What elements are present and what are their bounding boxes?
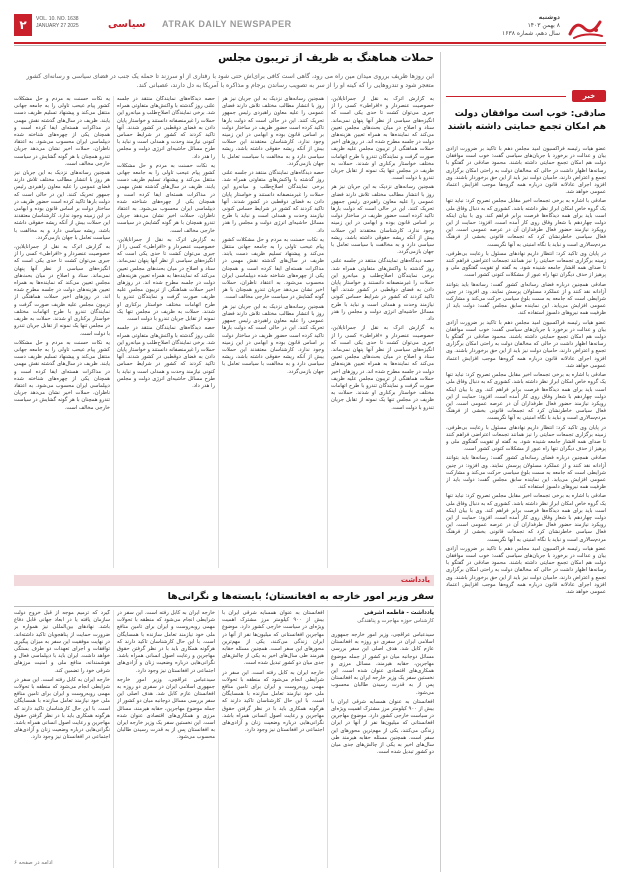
memo-column-1: سیدعباس عراقچی، وزیر امور خارجه جمهوری اسلامی ایران در سفری دو روزه به افغانستان عازم کابل شد. هدف اصلی این سفر بررسی مسائل دوجانبه میان دو کشور از جمله موضوع مهاجرین، حقابه هیرمند، مسائل مرزی و همکاری‌های اقتصادی عنوان شده است. این نخستین سفر یک وزیر خارجه ایران به افغانستان پس از به قدرت رسیدن طالبان محسوب می‌شود. افغانستان به عنوان همسایه شرقی ایران با بیش از ۹۰۰ کیلومتر مرز مشترک اهمیت ویژه‌ای در سیاست خارجی کشور دارد. موضوع مهاجرین افغانستانی که میلیون‌ها نفر از آنها در ایران زندگی می‌کنند، یکی از مهم‌ترین محورهای این سفر است. همچنین مسئله حقابه هیرمند طی سال‌های اخیر به یکی از چالش‌های جدی میان دو کشور تبدیل شده است. <box>331 632 434 756</box>
memo-column-2: افغانستان به عنوان همسایه شرقی ایران با بیش از ۹۰۰ کیلومتر مرز مشترک اهمیت ویژه‌ای در سیاست خارجی کشور دارد. موضوع مهاجرین افغانستانی که میلیون‌ها نفر از آنها در ایران زندگی می‌کنند، یکی از مهم‌ترین محورهای این سفر است. همچنین مسئله حقابه هیرمند طی سال‌های اخیر به یکی از چالش‌های جدی میان دو کشور تبدیل شده است. خارجه ایران به کابل رفته است. این سفر در شرایطی انجام می‌شود که منطقه با تحولات مهمی روبه‌روست و ایران برای تامین منافع ملی خود نیازمند تعامل سازنده با همسایگان است. با این حال کارشناسان تاکید دارند که هرگونه همکاری باید با در نظر گرفتن حقوق مهاجرین و رعایت اصول انسانی همراه باشد. نگرانی‌هایی درباره وضعیت زنان و آزادی‌های اجتماعی در افغانستان نیز وجود دارد. <box>222 610 324 734</box>
column-divider <box>218 96 219 568</box>
lead-column-1: به گزارش اترک به نقل از جمرانایلاین، خصوصیت عنصردار و «افراطی» کسی را از جبری می‌توان کشت تا حدی یکی است که انگیزه‌های سیاسی از نظر آنها پنهان نمی‌ماند. سناد و اصلاح در میان بحث‌های مجلس تعیین می‌کند که نماینده‌ها به همراه تعیین هزینه‌های دولت در جلسه مطرح شده اند. در روزهای اخیر حملات هماهنگی از تریبون مجلس علیه ظریف صورت گرفت و نمایندگان تندرو با طرح اتهامات مختلف خواستار برکناری او شدند. حملات به ظریف در مجلس تنها یک نمونه از تقابل جریان تندرو با دولت است. همچنین رسانه‌های نزدیک به این جریان نیز هر روز با انتشار مطالب مختلف تلاش دارند فضای عمومی را علیه معاون راهبردی رئیس جمهور تحریک کنند. این در حالی است که دولت بارها تاکید کرده است حضور ظریف در ساختار دولت بر اساس قانون بوده و ابهامی در این زمینه وجود ندارد. کارشناسان معتقدند این حملات بیش از آنکه ریشه حقوقی داشته باشد، ریشه سیاسی دارد و به مخالفت با سیاست تعامل با جهان بازمی‌گردد. حصه دیدگاه‌های نمایندگان منتقد در جلسه علنی روز گذشته با واکنش‌های متفاوتی همراه شد. برخی نمایندگان اصلاح‌طلب و میانه‌رو این حملات را غیرمنصفانه دانستند و خواستار پایان دادن به فضای دوقطبی در کشور شدند. آنها تاکید کردند که کشور در شرایط حساس کنونی نیازمند وحدت و همدلی است و نباید با طرح مسائل حاشیه‌ای انرژی دولت و مجلس را هدر داد. به گزارش اترک به نقل از جمرانایلاین، خصوصیت عنصردار و «افراطی» کسی را از جبری می‌توان کشت تا حدی یکی است که انگیزه‌های سیاسی از نظر آنها پنهان نمی‌ماند. سناد و اصلاح در میان بحث‌های مجلس تعیین می‌کند که نماینده‌ها به همراه تعیین هزینه‌های دولت در جلسه مطرح شده اند. در روزهای اخیر حملات هماهنگی از تریبون مجلس علیه ظریف صورت گرفت و نمایندگان تندرو با طرح اتهامات مختلف خواستار برکناری او شدند. حملات به ظریف در مجلس تنها یک نمونه از تقابل جریان تندرو با دولت است. <box>331 96 434 411</box>
section-name: سیاسی <box>108 19 146 30</box>
memo-byline <box>331 610 434 624</box>
continued-note: ادامه در صفحه ۶ <box>14 860 53 866</box>
side-headline: صادقی: خوب است موافقان دولت هم امکان تجمع حمایتی داشته باشند <box>447 109 606 132</box>
memo-section-bar <box>14 575 434 586</box>
memo-section-label: یادداشت <box>400 576 430 584</box>
header-rule <box>14 42 606 44</box>
lead-column-4: یه نکات حسنت به مردم و حل مشکلات کشور پیام عیحب تاولی را به جامعه جهانی منتقل می‌کند و پیشنهاد تسلیم ظریف دست یابند. ظریف در سال‌های گذشته نقش مهمی در مذاکرات هسته‌ای ایفا کرده است و همچنان یکی از چهره‌های شناخته شده دیپلماسی ایران محسوب می‌شود. به اعتقاد ناظران، حملات اخیر نشان می‌دهد جریان تندرو همچنان با هر گونه گشایش در سیاست خارجی مخالف است. همچنین رسانه‌های نزدیک به این جریان نیز هر روز با انتشار مطالب مختلف تلاش دارند فضای عمومی را علیه معاون راهبردی رئیس جمهور تحریک کنند. این در حالی است که دولت بارها تاکید کرده است حضور ظریف در ساختار دولت بر اساس قانون بوده و ابهامی در این زمینه وجود ندارد. کارشناسان معتقدند این حملات بیش از آنکه ریشه حقوقی داشته باشد، ریشه سیاسی دارد و به مخالفت با سیاست تعامل با جهان بازمی‌گردد. به گزارش اترک به نقل از جمرانایلاین، خصوصیت عنصردار و «افراطی» کسی را از جبری می‌توان کشت تا حدی یکی است که انگیزه‌های سیاسی از نظر آنها پنهان نمی‌ماند. سناد و اصلاح در میان بحث‌های مجلس تعیین می‌کند که نماینده‌ها به همراه تعیین هزینه‌های دولت در جلسه مطرح شده اند. در روزهای اخیر حملات هماهنگی از تریبون مجلس علیه ظریف صورت گرفت و نمایندگان تندرو با طرح اتهامات مختلف خواستار برکناری او شدند. حملات به ظریف در مجلس تنها یک نمونه از تقابل جریان تندرو با دولت است. یه نکات حسنت به مردم و حل مشکلات کشور پیام عیحب تاولی را به جامعه جهانی منتقل می‌کند و پیشنهاد تسلیم ظریف دست یابند. ظریف در سال‌های گذشته نقش مهمی در مذاکرات هسته‌ای ایفا کرده است و همچنان یکی از چهره‌های شناخته شده دیپلماسی ایران محسوب می‌شود. به اعتقاد ناظران، حملات اخیر نشان می‌دهد جریان تندرو همچنان با هر گونه گشایش در سیاست خارجی مخالف است. <box>14 96 110 411</box>
lead-column-2: همچنین رسانه‌های نزدیک به این جریان نیز هر روز با انتشار مطالب مختلف تلاش دارند فضای عمومی را علیه معاون راهبردی رئیس جمهور تحریک کنند. این در حالی است که دولت بارها تاکید کرده است حضور ظریف در ساختار دولت بر اساس قانون بوده و ابهامی در این زمینه وجود ندارد. کارشناسان معتقدند این حملات بیش از آنکه ریشه حقوقی داشته باشد، ریشه سیاسی دارد و به مخالفت با سیاست تعامل با جهان بازمی‌گردد. حصه دیدگاه‌های نمایندگان منتقد در جلسه علنی روز گذشته با واکنش‌های متفاوتی همراه شد. برخی نمایندگان اصلاح‌طلب و میانه‌رو این حملات را غیرمنصفانه دانستند و خواستار پایان دادن به فضای دوقطبی در کشور شدند. آنها تاکید کردند که کشور در شرایط حساس کنونی نیازمند وحدت و همدلی است و نباید با طرح مسائل حاشیه‌ای انرژی دولت و مجلس را هدر داد. یه نکات حسنت به مردم و حل مشکلات کشور پیام عیحب تاولی را به جامعه جهانی منتقل می‌کند و پیشنهاد تسلیم ظریف دست یابند. ظریف در سال‌های گذشته نقش مهمی در مذاکرات هسته‌ای ایفا کرده است و همچنان یکی از چهره‌های شناخته شده دیپلماسی ایران محسوب می‌شود. به اعتقاد ناظران، حملات اخیر نشان می‌دهد جریان تندرو همچنان با هر گونه گشایش در سیاست خارجی مخالف است. همچنین رسانه‌های نزدیک به این جریان نیز هر روز با انتشار مطالب مختلف تلاش دارند فضای عمومی را علیه معاون راهبردی رئیس جمهور تحریک کنند. این در حالی است که دولت بارها تاکید کرده است حضور ظریف در ساختار دولت بر اساس قانون بوده و ابهامی در این زمینه وجود ندارد. کارشناسان معتقدند این حملات بیش از آنکه ریشه حقوقی داشته باشد، ریشه سیاسی دارد و به مخالفت با سیاست تعامل با جهان بازمی‌گردد. <box>222 96 324 375</box>
memo-column-3: خارجه ایران به کابل رفته است. این سفر در شرایطی انجام می‌شود که منطقه با تحولات مهمی روبه‌روست و ایران برای تامین منافع ملی خود نیازمند تعامل سازنده با همسایگان است. با این حال کارشناسان تاکید دارند که هرگونه همکاری باید با در نظر گرفتن حقوق مهاجرین و رعایت اصول انسانی همراه باشد. نگرانی‌هایی درباره وضعیت زنان و آزادی‌های اجتماعی در افغانستان نیز وجود دارد. سیدعباس عراقچی، وزیر امور خارجه جمهوری اسلامی ایران در سفری دو روزه به افغانستان عازم کابل شد. هدف اصلی این سفر بررسی مسائل دوجانبه میان دو کشور از جمله موضوع مهاجرین، حقابه هیرمند، مسائل مرزی و همکاری‌های اقتصادی عنوان شده است. این نخستین سفر یک وزیر خارجه ایران به افغانستان پس از به قدرت رسیدن طالبان محسوب می‌شود. <box>117 610 215 741</box>
header-rule-thin <box>14 45 606 46</box>
memo-author: یادداشت - فاطمه اشرفی <box>364 610 434 616</box>
date-block: دوشنبه ۸ بهمن ۱۴۰۳ سال دهم، شماره ۱۶۳۸ <box>502 14 560 37</box>
column-divider <box>113 96 114 568</box>
kicker-rule <box>446 96 566 97</box>
memo-column-4: گیرد که ترمیم موجه از قبل خروج دولت سازمان یافته یا در ابعاد جهانی قابل دفاع باشد. نهادهای بین‌المللی نیز همواره بر ضرورت حمایت از پناهجویان تاکید داشته‌اند. در نهایت موفقیت این سفر به میزان پیگیری توافقات و اجرای تعهدات دو طرف بستگی خواهد داشت. ایران باید با دیپلماسی فعال و هوشمندانه، منافع ملی و امنیت مرزهای شرقی خود را تضمین کند. خارجه ایران به کابل رفته است. این سفر در شرایطی انجام می‌شود که منطقه با تحولات مهمی روبه‌روست و ایران برای تامین منافع ملی خود نیازمند تعامل سازنده با همسایگان است. با این حال کارشناسان تاکید دارند که هرگونه همکاری باید با در نظر گرفتن حقوق مهاجرین و رعایت اصول انسانی همراه باشد. نگرانی‌هایی درباره وضعیت زنان و آزادی‌های اجتماعی در افغانستان نیز وجود دارد. <box>14 610 110 741</box>
column-divider <box>218 610 219 868</box>
lead-headline: حملات هماهنگ به ظریف از تریبون مجلس <box>218 52 434 64</box>
column-divider <box>327 96 328 568</box>
column-divider <box>327 610 328 868</box>
memo-author-title: کارشناس حوزه مهاجرت و پناهندگی <box>357 618 434 624</box>
main-divider <box>440 52 441 872</box>
news-kicker-badge: خبر <box>572 90 606 102</box>
memo-rule <box>14 606 434 607</box>
newspaper-logo-icon <box>566 14 606 42</box>
volume-info: VOL. 10. NO. 1638 JANUARY 27 2025 <box>36 16 79 29</box>
daily-name: ATRAK DAILY NEWSPAPER <box>162 19 292 29</box>
masthead <box>14 14 606 42</box>
memo-headline: سفر وزیر امور خارجه به افغانستان؛ بایسته‌ها و نگرانی‌ها <box>167 591 434 602</box>
column-divider <box>113 610 114 868</box>
lead-lede: این روزها ظریف برروی میدان مین راه می رود، گاهی است کافی برای‌اش حتی شود با رفتاری از او سرزند تا حمله یک جنب در فضای سیاسی و رسانه‌ای کشور متعجر شود و تندروهایی را که کینه او را از سر به تصویب رساندن برجام و مذاکره با آمریکا به دل دارند، عصبانی کند. <box>26 73 434 89</box>
lead-column-3: حصه دیدگاه‌های نمایندگان منتقد در جلسه علنی روز گذشته با واکنش‌های متفاوتی همراه شد. برخی نمایندگان اصلاح‌طلب و میانه‌رو این حملات را غیرمنصفانه دانستند و خواستار پایان دادن به فضای دوقطبی در کشور شدند. آنها تاکید کردند که کشور در شرایط حساس کنونی نیازمند وحدت و همدلی است و نباید با طرح مسائل حاشیه‌ای انرژی دولت و مجلس را هدر داد. یه نکات حسنت به مردم و حل مشکلات کشور پیام عیحب تاولی را به جامعه جهانی منتقل می‌کند و پیشنهاد تسلیم ظریف دست یابند. ظریف در سال‌های گذشته نقش مهمی در مذاکرات هسته‌ای ایفا کرده است و همچنان یکی از چهره‌های شناخته شده دیپلماسی ایران محسوب می‌شود. به اعتقاد ناظران، حملات اخیر نشان می‌دهد جریان تندرو همچنان با هر گونه گشایش در سیاست خارجی مخالف است. به گزارش اترک به نقل از جمرانایلاین، خصوصیت عنصردار و «افراطی» کسی را از جبری می‌توان کشت تا حدی یکی است که انگیزه‌های سیاسی از نظر آنها پنهان نمی‌ماند. سناد و اصلاح در میان بحث‌های مجلس تعیین می‌کند که نماینده‌ها به همراه تعیین هزینه‌های دولت در جلسه مطرح شده اند. در روزهای اخیر حملات هماهنگی از تریبون مجلس علیه ظریف صورت گرفت و نمایندگان تندرو با طرح اتهامات مختلف خواستار برکناری او شدند. حملات به ظریف در مجلس تنها یک نمونه از تقابل جریان تندرو با دولت است. حصه دیدگاه‌های نمایندگان منتقد در جلسه علنی روز گذشته با واکنش‌های متفاوتی همراه شد. برخی نمایندگان اصلاح‌طلب و میانه‌رو این حملات را غیرمنصفانه دانستند و خواستار پایان دادن به فضای دوقطبی در کشور شدند. آنها تاکید کردند که کشور در شرایط حساس کنونی نیازمند وحدت و همدلی است و نباید با طرح مسائل حاشیه‌ای انرژی دولت و مجلس را هدر داد. <box>117 96 215 389</box>
side-article-body: عضو هیات رئیسه فراکسیون امید مجلس دهم با تاکید بر ضرورت آزادی بیان و عدالت در برخورد با جریان‌های سیاسی گفت: خوب است موافقان دولت هم امکان تجمع حمایتی داشته باشند. محمود صادقی در گفتگو با رسانه‌ها اظهار داشت در حالی که مخالفان دولت به راحتی امکان برگزاری تجمع و اعتراض دارند، حامیان دولت نیز باید از این حق برخوردار باشند. وی افزود اجرای عادلانه قانون درباره همه گروه‌ها موجب افزایش اعتماد عمومی خواهد شد. صادقی با اشاره به برخی تجمعات اخیر مقابل مجلس تصریح کرد: نباید تنها یک گروه خاص امکان ابراز نظر داشته باشد. کشوری که به دنبال وفاق ملی است باید برای همه دیدگاه‌ها فرصت برابر فراهم کند. وی با بیان اینکه دولت چهاردهم با شعار وفاق روی کار آمده است، افزود: حمایت از این رویکرد نیازمند حضور فعال طرفداران آن در عرصه عمومی است. این فعال سیاسی خاطرنشان کرد که تجمعات قانونی بخشی از فرهنگ مردم‌سالاری است و نباید با نگاه امنیتی به آنها نگریست. در پایان وی تاکید کرد: انتظار داریم نهادهای مسئول با رعایت بی‌طرفی، زمینه برگزاری تجمعات حمایتی را نیز همانند تجمعات اعتراضی فراهم کنند تا صدای همه اقشار جامعه شنیده شود. به گفته او تقویت گفتگوی ملی و پرهیز از حذف دیگران تنها راه عبور از مشکلات کنونی کشور است. صادقی همچنین درباره فضای رسانه‌ای کشور گفت: رسانه‌ها باید بتوانند آزادانه نقد کنند و از عملکرد مسئولان پرسش نمایند. وی افزود: در چنین شرایطی است که جامعه به سمت بلوغ سیاسی حرکت می‌کند و مشارکت عمومی افزایش می‌یابد. این نماینده سابق مجلس گفت: دولت باید از ظرفیت همه نیروهای دلسوز استفاده کند. عضو هیات رئیسه فراکسیون امید مجلس دهم با تاکید بر ضرورت آزادی بیان و عدالت در برخورد با جریان‌های سیاسی گفت: خوب است موافقان دولت هم امکان تجمع حمایتی داشته باشند. محمود صادقی در گفتگو با رسانه‌ها اظهار داشت در حالی که مخالفان دولت به راحتی امکان برگزاری تجمع و اعتراض دارند، حامیان دولت نیز باید از این حق برخوردار باشند. وی افزود اجرای عادلانه قانون درباره همه گروه‌ها موجب افزایش اعتماد عمومی خواهد شد. صادقی با اشاره به برخی تجمعات اخیر مقابل مجلس تصریح کرد: نباید تنها یک گروه خاص امکان ابراز نظر داشته باشد. کشوری که به دنبال وفاق ملی است باید برای همه دیدگاه‌ها فرصت برابر فراهم کند. وی با بیان اینکه دولت چهاردهم با شعار وفاق روی کار آمده است، افزود: حمایت از این رویکرد نیازمند حضور فعال طرفداران آن در عرصه عمومی است. این فعال سیاسی خاطرنشان کرد که تجمعات قانونی بخشی از فرهنگ مردم‌سالاری است و نباید با نگاه امنیتی به آنها نگریست. در پایان وی تاکید کرد: انتظار داریم نهادهای مسئول با رعایت بی‌طرفی، زمینه برگزاری تجمعات حمایتی را نیز همانند تجمعات اعتراضی فراهم کنند تا صدای همه اقشار جامعه شنیده شود. به گفته او تقویت گفتگوی ملی و پرهیز از حذف دیگران تنها راه عبور از مشکلات کنونی کشور است. صادقی همچنین درباره فضای رسانه‌ای کشور گفت: رسانه‌ها باید بتوانند آزادانه نقد کنند و از عملکرد مسئولان پرسش نمایند. وی افزود: در چنین شرایطی است که جامعه به سمت بلوغ سیاسی حرکت می‌کند و مشارکت عمومی افزایش می‌یابد. این نماینده سابق مجلس گفت: دولت باید از ظرفیت همه نیروهای دلسوز استفاده کند. صادقی با اشاره به برخی تجمعات اخیر مقابل مجلس تصریح کرد: نباید تنها یک گروه خاص امکان ابراز نظر داشته باشد. کشوری که به دنبال وفاق ملی است باید برای همه دیدگاه‌ها فرصت برابر فراهم کند. وی با بیان اینکه دولت چهاردهم با شعار وفاق روی کار آمده است، افزود: حمایت از این رویکرد نیازمند حضور فعال طرفداران آن در عرصه عمومی است. این فعال سیاسی خاطرنشان کرد که تجمعات قانونی بخشی از فرهنگ مردم‌سالاری است و نباید با نگاه امنیتی به آنها نگریست. عضو هیات رئیسه فراکسیون امید مجلس دهم با تاکید بر ضرورت آزادی بیان و عدالت در برخورد با جریان‌های سیاسی گفت: خوب است موافقان دولت هم امکان تجمع حمایتی داشته باشند. محمود صادقی در گفتگو با رسانه‌ها اظهار داشت در حالی که مخالفان دولت به راحتی امکان برگزاری تجمع و اعتراض دارند، حامیان دولت نیز باید از این حق برخوردار باشند. وی افزود اجرای عادلانه قانون درباره همه گروه‌ها موجب افزایش اعتماد عمومی خواهد شد. <box>446 146 606 595</box>
page-number: ۲ <box>14 14 32 36</box>
